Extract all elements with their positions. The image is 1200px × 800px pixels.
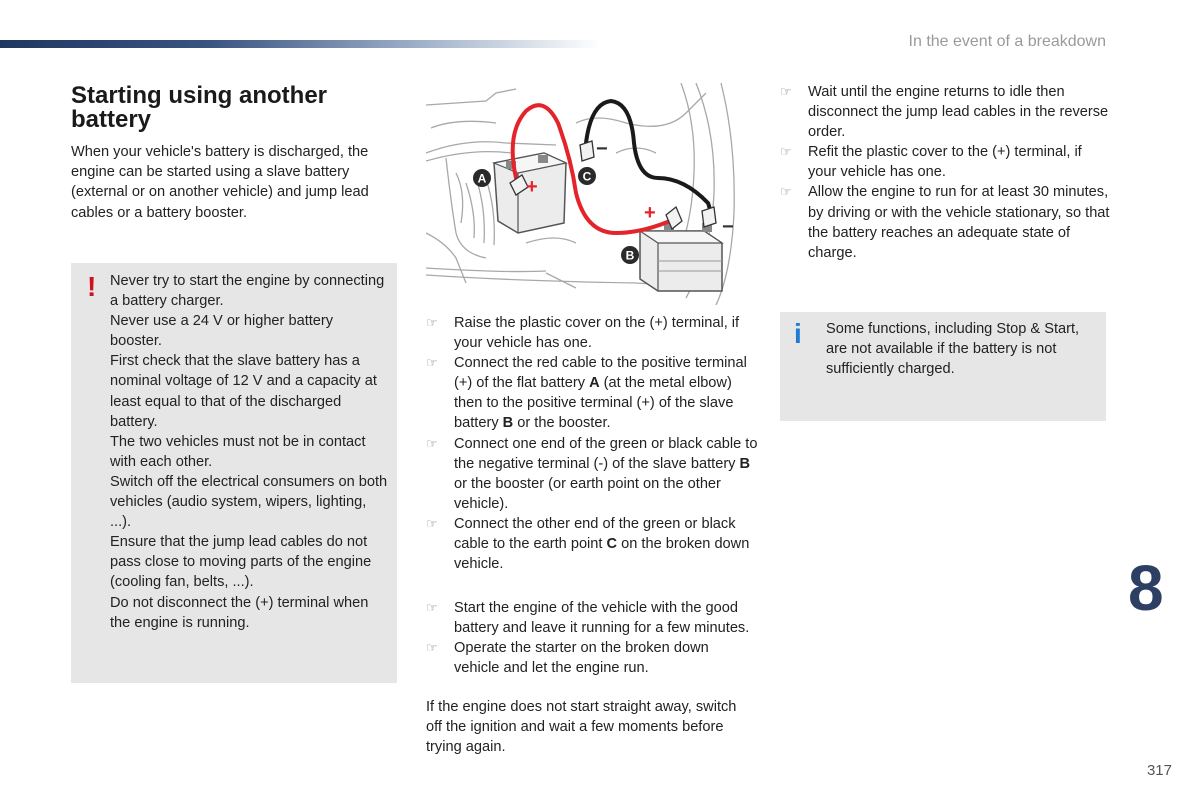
info-text: Some functions, including Stop & Start, are not available if the battery is not sufficiently charged. [826,321,1080,378]
pointing-hand-icon: ☞ [426,355,438,371]
pointing-hand-icon: ☞ [426,515,438,531]
list-item: ☞ Start the engine of the vehicle with the good battery and leave it running for a few minutes. [426,600,750,637]
start-steps [426,598,758,678]
pointing-hand-icon: ☞ [426,640,438,656]
label-badge-a [473,169,491,187]
pointing-hand-icon: ☞ [426,435,438,451]
pointing-hand-icon: ☞ [426,315,438,330]
warning-text [110,271,388,633]
chapter-number: 8 [1128,552,1164,624]
warning-line: Switch off the electrical consumers on both vehicles (audio system, wipers, lighting, ...). [110,473,388,531]
warning-icon: ! [87,271,97,302]
list-item: ☞ Raise the plastic cover on the (+) terminal, if your vehicle has one. [426,315,740,352]
svg-text:A: A [477,171,487,186]
jump-start-diagram [426,83,752,305]
warning-line: Do not disconnect the (+) terminal when the engine is running. [110,594,369,631]
list-item: ☞ Refit the plastic cover to the (+) terminal, if your vehicle has one. [780,144,1082,181]
list-item: ☞ Connect one end of the green or black cable to the negative terminal (-) of the slave battery B or the booster (or earth point on the other vehicle). [426,435,758,512]
warning-line: The two vehicles must not be in contact with each other. [110,433,366,470]
intro-paragraph: When your vehicle's battery is discharged, the engine can be started using a slave battery (external or on another vehicle) and jump lead cables or a battery booster. [71,144,369,221]
list-item: ☞ Connect the red cable to the positive terminal (+) of the flat battery A (at the metal elbow) then to the positive terminal (+) of the slave battery B or the booster. [426,355,747,432]
warning-line: Never try to start the engine by connecting a battery charger. [110,273,385,310]
section-title: In the event of a breakdown [908,33,1106,50]
pointing-hand-icon: ☞ [426,600,438,615]
warning-box [71,263,397,683]
header-accent-bar [0,40,600,48]
list-item: ☞ Allow the engine to run for at least 30 minutes, by driving or with the vehicle stationary, so that the battery reaches an adequate state of charge. [780,184,1110,261]
retry-note: If the engine does not start straight away, switch off the ignition and wait a few moments before trying again. [426,699,737,756]
page-number: 317 [1146,762,1172,779]
list-item: ☞ Connect the other end of the green or black cable to the earth point C on the broken down vehicle. [426,515,750,573]
pointing-hand-icon: ☞ [780,144,792,160]
warning-line: First check that the slave battery has a nominal voltage of 12 V and a capacity at least equal to that of the discharged battery. [110,353,377,430]
warning-line: Ensure that the jump lead cables do not pass close to moving parts of the engine (cooling fan, belts, ...). [110,534,372,591]
list-item: ☞ Operate the starter on the broken down vehicle and let the engine run. [426,640,709,677]
plus-sign-a: + [526,176,538,198]
minus-sign-b: − [722,216,734,238]
page-title: Starting using another battery [71,82,328,133]
label-badge-c [578,167,596,185]
info-icon: i [794,318,802,349]
connect-steps [426,313,758,574]
label-badge-b [621,246,639,264]
svg-text:C: C [582,169,592,184]
minus-sign-c: − [596,138,608,160]
finish-steps [780,82,1110,263]
list-item: ☞ Wait until the engine returns to idle then disconnect the jump lead cables in the reverse order. [780,84,1109,141]
info-box [780,312,1106,421]
pointing-hand-icon: ☞ [780,84,792,99]
warning-line: Never use a 24 V or higher battery booster. [110,313,334,350]
svg-text:B: B [625,248,635,263]
pointing-hand-icon: ☞ [780,184,792,200]
plus-sign-b: + [644,202,656,224]
